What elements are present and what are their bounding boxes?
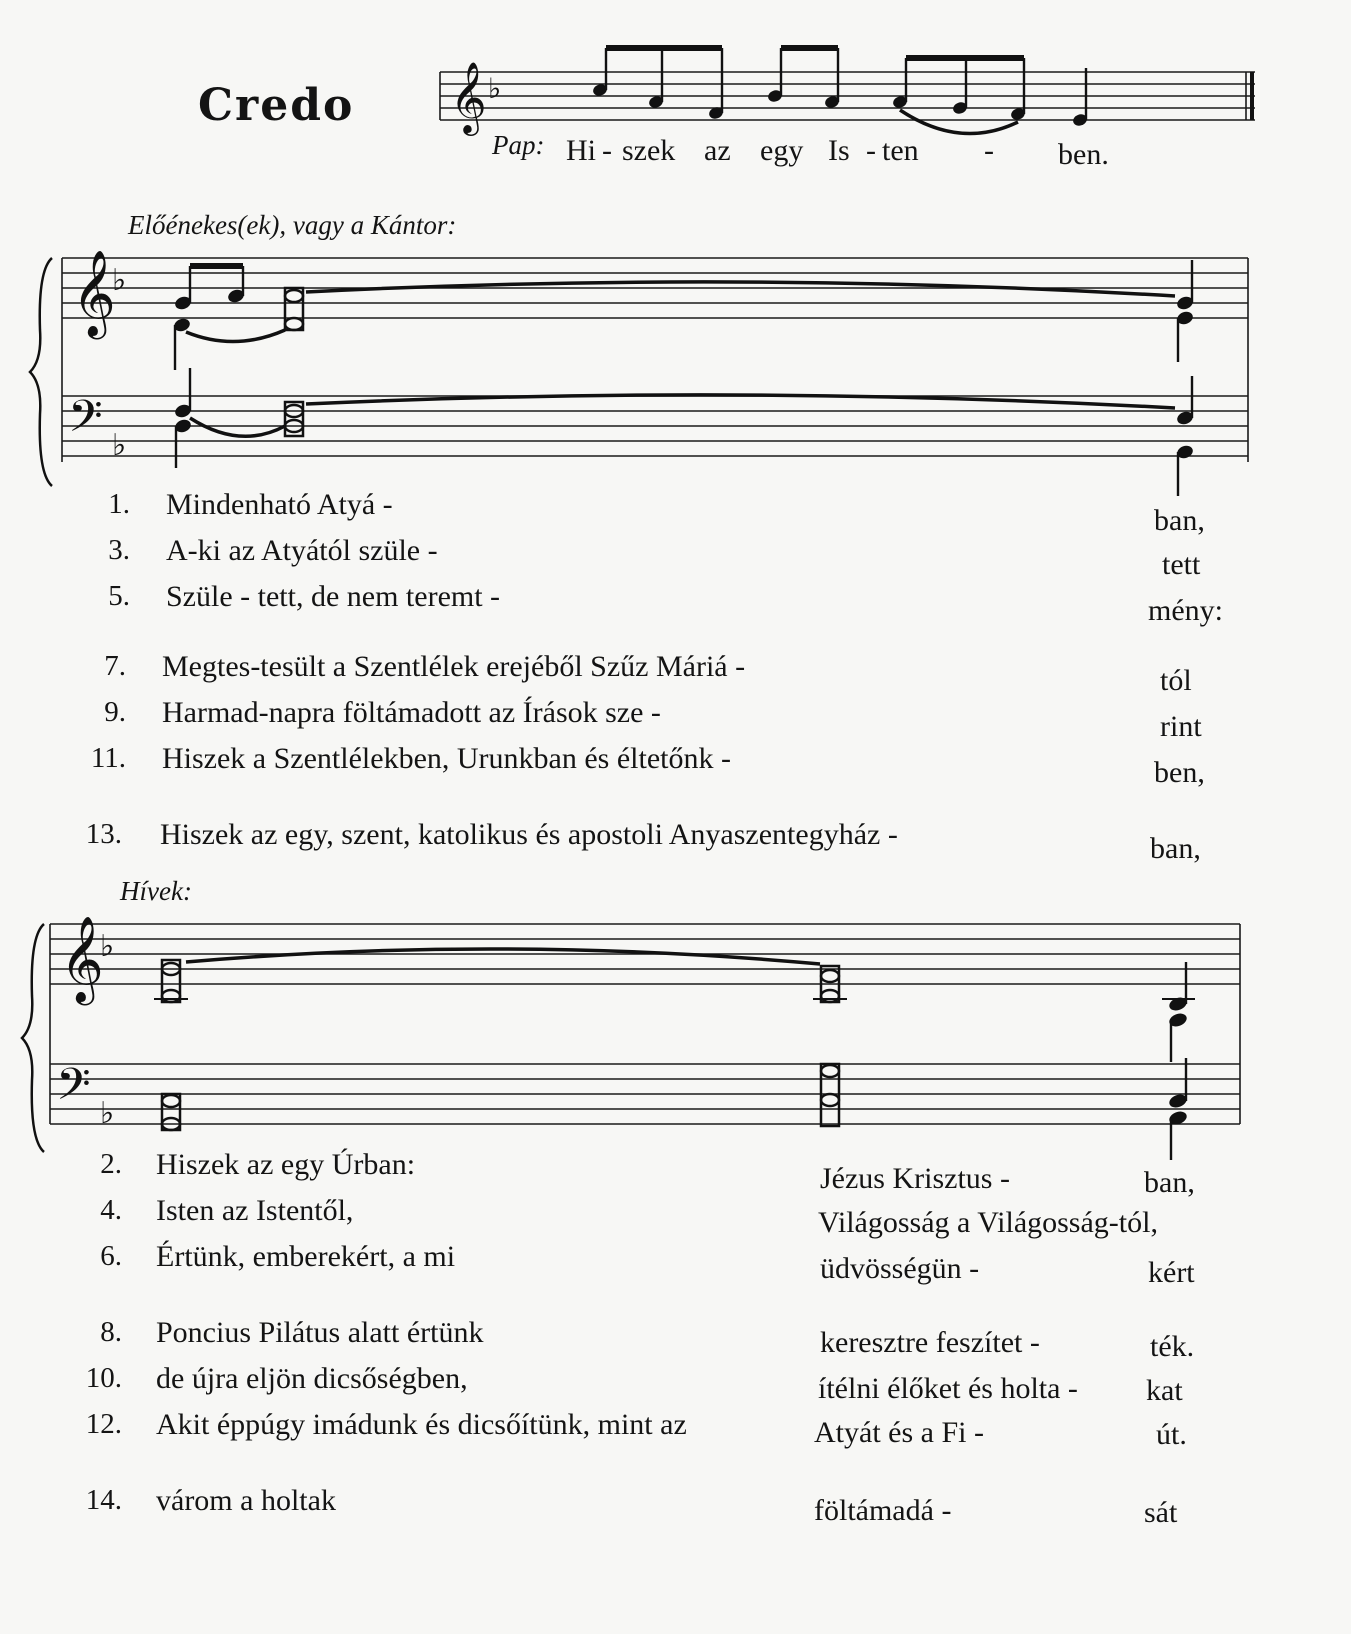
verse-number: 4. xyxy=(100,1194,122,1226)
intonation-syllable: ben. xyxy=(1058,138,1109,171)
intonation-syllable: - xyxy=(866,134,876,167)
cantor-grand-staff xyxy=(30,250,1248,496)
verse-ending: ban, xyxy=(1150,832,1201,865)
verse-text: Hiszek az egy Úrban: xyxy=(156,1148,416,1181)
verse-number: 7. xyxy=(104,650,126,682)
page-title: Credo xyxy=(198,80,355,131)
verse-text: Akit éppúgy imádunk és dicsőítünk, mint az xyxy=(156,1408,687,1441)
verse-continuation: föltámadá - xyxy=(814,1494,952,1527)
cantor-label: Előénekes(ek), vagy a Kántor: xyxy=(128,210,457,240)
bass-clef-icon: 𝄢 xyxy=(56,1058,91,1121)
flat-icon: ♭ xyxy=(100,929,115,964)
intonation-syllable: szek xyxy=(622,134,676,167)
verse-continuation: keresztre feszítet - xyxy=(820,1326,1040,1359)
verse-number: 13. xyxy=(85,818,122,850)
intonation-syllable: ten xyxy=(882,134,919,167)
verse-ending: tett xyxy=(1162,548,1201,581)
verse-text: A-ki az Atyától szüle - xyxy=(166,534,438,567)
bass-clef-icon: 𝄢 xyxy=(68,390,103,453)
intonation-syllable: az xyxy=(704,134,731,167)
verse-text: Értünk, emberekért, a mi xyxy=(156,1240,456,1273)
intonation-syllable: - xyxy=(602,134,612,167)
treble-clef-icon: 𝄞 xyxy=(60,916,104,1002)
verse-ending: rint xyxy=(1160,710,1202,743)
verse-ending: ban, xyxy=(1144,1166,1195,1199)
verse-number: 5. xyxy=(108,580,130,612)
verse-number: 9. xyxy=(104,696,126,728)
verse-number: 1. xyxy=(108,488,130,520)
verse-text: Megtes-tesült a Szentlélek erejéből Szűz Máriá - xyxy=(162,650,746,683)
verse-text: Hiszek a Szentlélekben, Urunkban és éltetőnk - xyxy=(162,742,731,775)
verse-text: Poncius Pilátus alatt értünk xyxy=(156,1316,484,1349)
verse-ending: út. xyxy=(1156,1418,1187,1451)
verse-text: Szüle - tett, de nem teremt - xyxy=(166,580,501,613)
verse-ending: ban, xyxy=(1154,504,1205,537)
intonation-syllable: Hi xyxy=(566,134,596,167)
verse-text: Hiszek az egy, szent, katolikus és apostoli Anyaszentegyház - xyxy=(160,818,898,851)
verse-text: várom a holtak xyxy=(156,1484,336,1517)
verse-ending: sát xyxy=(1144,1496,1178,1529)
intonation-syllable: egy xyxy=(760,134,804,167)
flat-icon: ♭ xyxy=(112,263,127,298)
flat-icon: ♭ xyxy=(112,428,127,463)
treble-clef-icon: 𝄞 xyxy=(72,250,116,336)
verse-continuation: üdvösségün - xyxy=(820,1252,980,1285)
verse-continuation: Atyát és a Fi - xyxy=(814,1416,984,1449)
verse-number: 2. xyxy=(100,1148,122,1180)
verse-continuation: Világosság a Világosság-tól, xyxy=(818,1206,1158,1239)
verse-number: 10. xyxy=(85,1362,122,1394)
verse-text: Isten az Istentől, xyxy=(156,1194,354,1227)
people-label: Hívek: xyxy=(120,876,192,906)
verse-number: 12. xyxy=(85,1408,122,1440)
verse-text: de újra eljön dicsőségben, xyxy=(156,1362,468,1395)
treble-clef-icon: 𝄞 xyxy=(450,60,487,133)
verse-ending: kat xyxy=(1146,1374,1183,1407)
flat-icon: ♭ xyxy=(488,72,502,105)
verse-ending: tól xyxy=(1160,664,1192,697)
verse-text: Mindenható Atyá - xyxy=(166,488,393,521)
verse-number: 6. xyxy=(100,1240,122,1272)
intonation-syllable: Is xyxy=(828,134,850,167)
verse-ending: ték. xyxy=(1150,1330,1195,1363)
intonation-staff xyxy=(440,48,1255,136)
verse-ending: kért xyxy=(1148,1256,1195,1289)
people-grand-staff xyxy=(22,916,1240,1160)
verse-number: 8. xyxy=(100,1316,122,1348)
verse-continuation: Jézus Krisztus - xyxy=(820,1162,1010,1195)
intonation-syllable: - xyxy=(984,134,994,167)
intonation-role: Pap: xyxy=(492,130,545,160)
verse-ending: mény: xyxy=(1148,594,1223,627)
flat-icon: ♭ xyxy=(100,1096,115,1131)
verse-number: 14. xyxy=(85,1484,122,1516)
verse-ending: ben, xyxy=(1154,756,1205,789)
verse-text: Harmad-napra föltámadott az Írások sze - xyxy=(162,696,661,729)
verse-number: 3. xyxy=(108,534,130,566)
verse-number: 11. xyxy=(90,742,126,774)
verse-continuation: ítélni élőket és holta - xyxy=(818,1372,1078,1405)
